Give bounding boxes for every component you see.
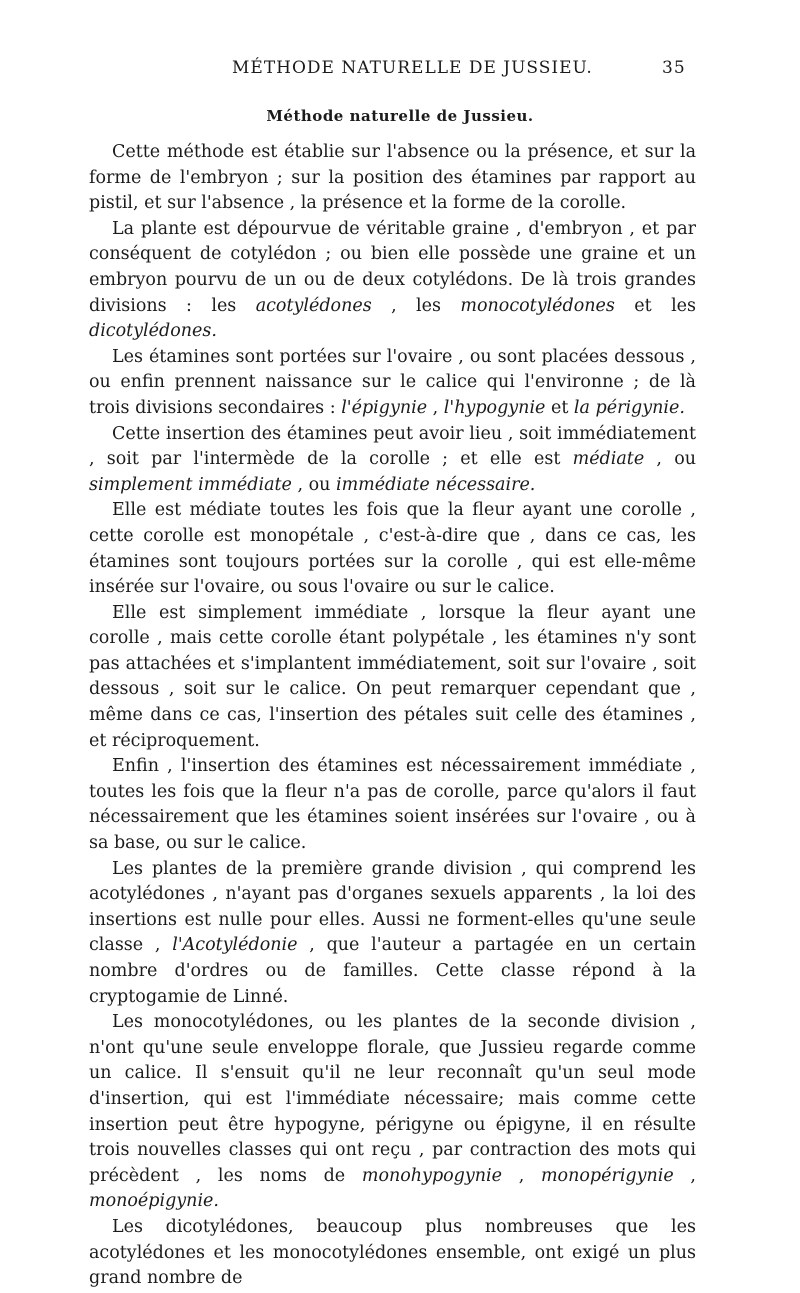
running-head — [0, 58, 800, 86]
paragraph — [89, 857, 696, 1011]
italic-term: monoépigynie. — [89, 1191, 219, 1212]
text-run: , — [427, 397, 444, 418]
italic-term: immédiate nécessaire. — [335, 474, 536, 495]
text-run: Cette méthode est établie sur l'absence ou la présence, et sur la forme de l'embryon ; sur la position des étamines par rapport au pistil, et sur l'absence , la présence et la forme de la corolle. — [89, 142, 696, 214]
body-text — [89, 140, 696, 1292]
text-run: Les dicotylédones, beaucoup plus nombreuses que les acotylédones et les monocotylédones ensemble, ont exigé un plus grand nombre de — [89, 1216, 696, 1289]
paragraph — [89, 140, 696, 217]
italic-term: médiate — [572, 449, 645, 470]
text-run: et — [545, 397, 574, 418]
text-run: Elle est simplement immédiate , lorsque la fleur ayant une corolle , mais cette corolle étant polypétale , les étamines n'y sont pas attachées et s'implantent immédiatement, soit sur l'ovaire , soit dessous , soit sur le calice. On peut remarquer cependant que , même dans ce cas, l'insertion des pétales suit celle des étamines , et réciproquement. — [89, 602, 696, 751]
italic-term: la périgynie. — [573, 397, 685, 418]
text-run: Les monocotylédones, ou les plantes de la seconde division , n'ont qu'une seule enveloppe florale, que Jussieu regarde comme un calice. Il s'ensuit qu'il ne leur reconnaît qu'un seul mode d'insertion, qui est l'immédiate nécessaire; mais comme cette insertion peut être hypogyne, périgyne ou épigyne, il en résulte trois nouvelles classes qui ont reçu , par contraction des mots qui précèdent , les noms de — [89, 1012, 696, 1186]
paragraph — [89, 754, 696, 856]
section-title: Méthode naturelle de Jussieu. — [266, 107, 534, 125]
running-title: MÉTHODE NATURELLE DE JUSSIEU. — [232, 58, 593, 78]
italic-term: l'hypogynie — [443, 397, 546, 418]
italic-term: monocotylédones — [460, 295, 615, 316]
text-run: , ou — [644, 449, 696, 470]
paragraph — [89, 345, 696, 422]
italic-term: l'épigynie — [341, 397, 428, 418]
page-number: 35 — [662, 58, 686, 78]
paragraph — [89, 498, 696, 600]
text-run: , ou — [291, 474, 336, 495]
italic-term: monopérigynie — [540, 1165, 674, 1186]
text-run: Cette insertion des étamines peut avoir lieu , soit immédiatement , soit par l'intermède de la corolle ; et elle est — [89, 423, 696, 470]
text-run: Elle est médiate toutes les fois que la fleur ayant une corolle , cette corolle est monopétale , c'est-à-dire que , dans ce cas, les étamines sont toujours portées sur la corolle , qui est elle-même insérée sur l'ovaire, ou sous l'ovaire ou sur le calice. — [89, 500, 696, 598]
text-run: , — [502, 1165, 541, 1186]
text-run: Enfin , l'insertion des étamines est nécessairement immédiate , toutes les fois que la fleur n'a pas de corolle, parce qu'alors il faut nécessairement que les étamines soient insérées sur l'ovaire , ou à sa base, ou sur le calice. — [89, 756, 696, 854]
italic-term: l'Acotylédonie — [172, 935, 298, 956]
italic-term: monohypogynie — [361, 1165, 502, 1186]
italic-term: acotylédones — [255, 295, 372, 316]
text-run: Les étamines sont portées sur l'ovaire , ou sont placées dessous , ou enfin prennent naissance sur le calice qui l'environne ; de là trois divisions secondaires : — [89, 346, 696, 418]
paragraph — [89, 217, 696, 345]
italic-term: simplement immédiate — [89, 474, 292, 495]
text-run: , que l'auteur a partagée en un certain nombre d'ordres ou de familles. Cette classe répond à la cryptogamie de Linné. — [89, 935, 696, 1007]
text-run: , — [673, 1165, 696, 1186]
paragraph — [89, 601, 696, 755]
text-run: La plante est dépourvue de véritable graine , d'embryon , et par conséquent de cotylédon ; ou bien elle possède une graine et un embryon pourvu de un ou de deux cotylédons. De là trois grandes divisions : les — [89, 218, 696, 316]
text-run: Les plantes de la première grande division , qui comprend les acotylédones , n'ayant pas d'organes sexuels apparents , la loi des insertions est nulle pour elles. Aussi ne forment-elles qu'une seule classe , — [89, 858, 696, 956]
paragraph — [89, 1215, 696, 1292]
italic-term: dicotylédones. — [89, 321, 217, 342]
text-run: et les — [614, 295, 697, 316]
paragraph — [89, 422, 696, 499]
paragraph — [89, 1010, 696, 1215]
text-run: , les — [371, 295, 461, 316]
